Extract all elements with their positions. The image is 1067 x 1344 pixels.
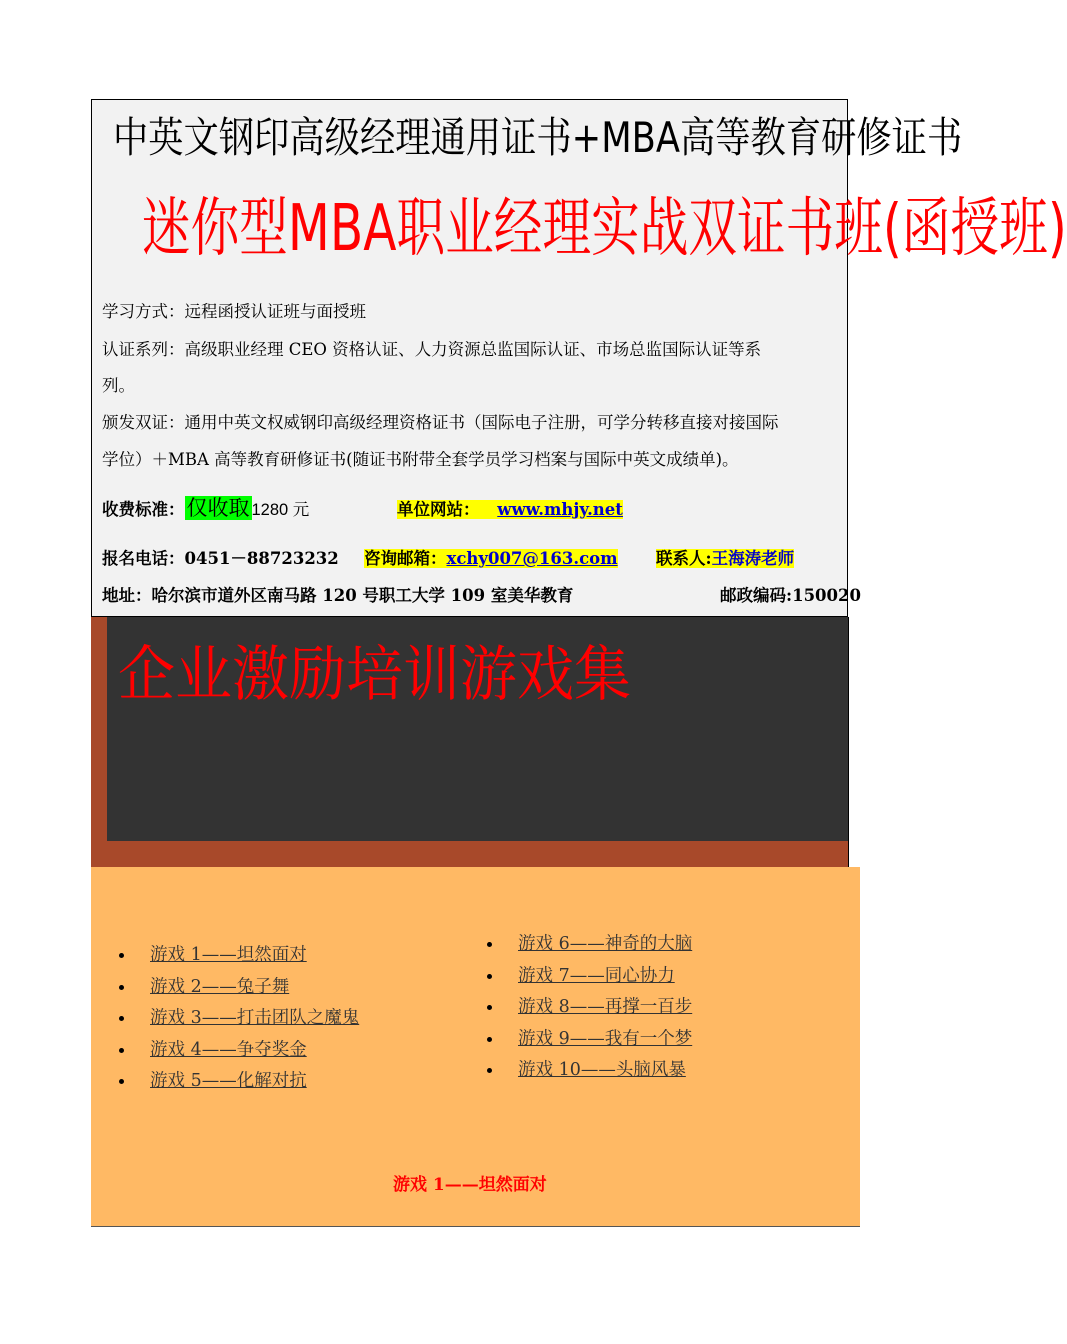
- game-link[interactable]: 游戏 8——再撑一百步: [518, 997, 693, 1018]
- contact-row: [656, 547, 794, 571]
- phone: 报名电话：0451－88723232: [102, 549, 339, 568]
- website-row: [397, 498, 623, 522]
- section-heading: 游戏 1——坦然面对: [393, 1175, 547, 1195]
- banner-edge: [848, 617, 849, 867]
- email-label: 咨询邮箱：: [364, 549, 447, 568]
- banner-title: 企业激励培训游戏集: [118, 640, 631, 710]
- game-link[interactable]: 游戏 6——神奇的大脑: [518, 934, 693, 954]
- fee-highlight: 仅收取: [186, 496, 250, 520]
- bullet-icon: [119, 985, 124, 990]
- bullet-icon: [119, 1048, 124, 1053]
- games-list-left: [119, 940, 359, 1098]
- study-mode: 学习方式：远程函授认证班与面授班: [102, 302, 366, 321]
- email-link[interactable]: xchy007@163.com: [446, 549, 618, 568]
- double-cert-line2: 学位）＋MBA 高等教育研修证书(随证书附带全套学员学习档案与国际中英文成绩单)。: [102, 450, 739, 469]
- game-link[interactable]: 游戏 7——同心协力: [518, 965, 675, 986]
- website-link[interactable]: www.mhjy.net: [497, 500, 623, 519]
- fee-label: 收费标准：: [102, 500, 185, 519]
- game-link[interactable]: 游戏 5——化解对抗: [150, 1071, 307, 1092]
- bullet-icon: [487, 1068, 492, 1073]
- bullet-icon: [487, 942, 492, 947]
- email-row: [364, 547, 618, 571]
- fee-amount: 1280 元: [251, 501, 310, 519]
- website-label: 单位网站：: [397, 500, 480, 519]
- contact-name: 王海涛老师: [711, 549, 795, 568]
- list-item[interactable]: [487, 961, 692, 993]
- game-link[interactable]: 游戏 4——争夺奖金: [150, 1039, 307, 1060]
- list-item[interactable]: [119, 1066, 359, 1098]
- bullet-icon: [119, 953, 124, 958]
- address: 地址：哈尔滨市道外区南马路 120 号职工大学 109 室美华教育: [102, 586, 574, 605]
- bullet-icon: [119, 1016, 124, 1021]
- game-link[interactable]: 游戏 10——头脑风暴: [518, 1060, 686, 1081]
- course-title: 迷你型MBA职业经理实战双证书班(函授班): [142, 192, 1067, 266]
- certificate-title: 中英文钢印高级经理通用证书+MBA高等教育研修证书: [113, 113, 963, 162]
- cert-series-line1: 认证系列：高级职业经理 CEO 资格认证、人力资源总监国际认证、市场总监国际认证等系: [102, 340, 762, 359]
- games-list-right: [487, 929, 692, 1087]
- game-link[interactable]: 游戏 2——兔子舞: [150, 976, 290, 997]
- bullet-icon: [487, 1005, 492, 1010]
- game-link[interactable]: 游戏 9——我有一个梦: [518, 1028, 693, 1049]
- bullet-icon: [487, 1037, 492, 1042]
- bullet-icon: [487, 974, 492, 979]
- double-cert-line1: 颁发双证：通用中英文权威钢印高级经理资格证书（国际电子注册，可学分转移直接对接国际: [102, 413, 779, 432]
- game-link[interactable]: 游戏 1——坦然面对: [150, 945, 307, 965]
- contact-label: 联系人:: [656, 549, 712, 568]
- list-item[interactable]: [487, 1024, 692, 1056]
- list-item[interactable]: [119, 1035, 359, 1067]
- fee-row: [102, 496, 309, 522]
- bullet-icon: [119, 1079, 124, 1084]
- list-item[interactable]: [487, 992, 692, 1024]
- list-item[interactable]: [119, 1003, 359, 1035]
- postcode: 邮政编码:150020: [720, 586, 861, 605]
- game-link[interactable]: 游戏 3——打击团队之魔鬼: [150, 1008, 360, 1029]
- cert-series-line2: 列。: [102, 376, 135, 395]
- list-item[interactable]: [487, 1055, 692, 1087]
- list-item[interactable]: [119, 972, 359, 1004]
- list-item[interactable]: [487, 929, 692, 961]
- list-item[interactable]: [119, 940, 359, 972]
